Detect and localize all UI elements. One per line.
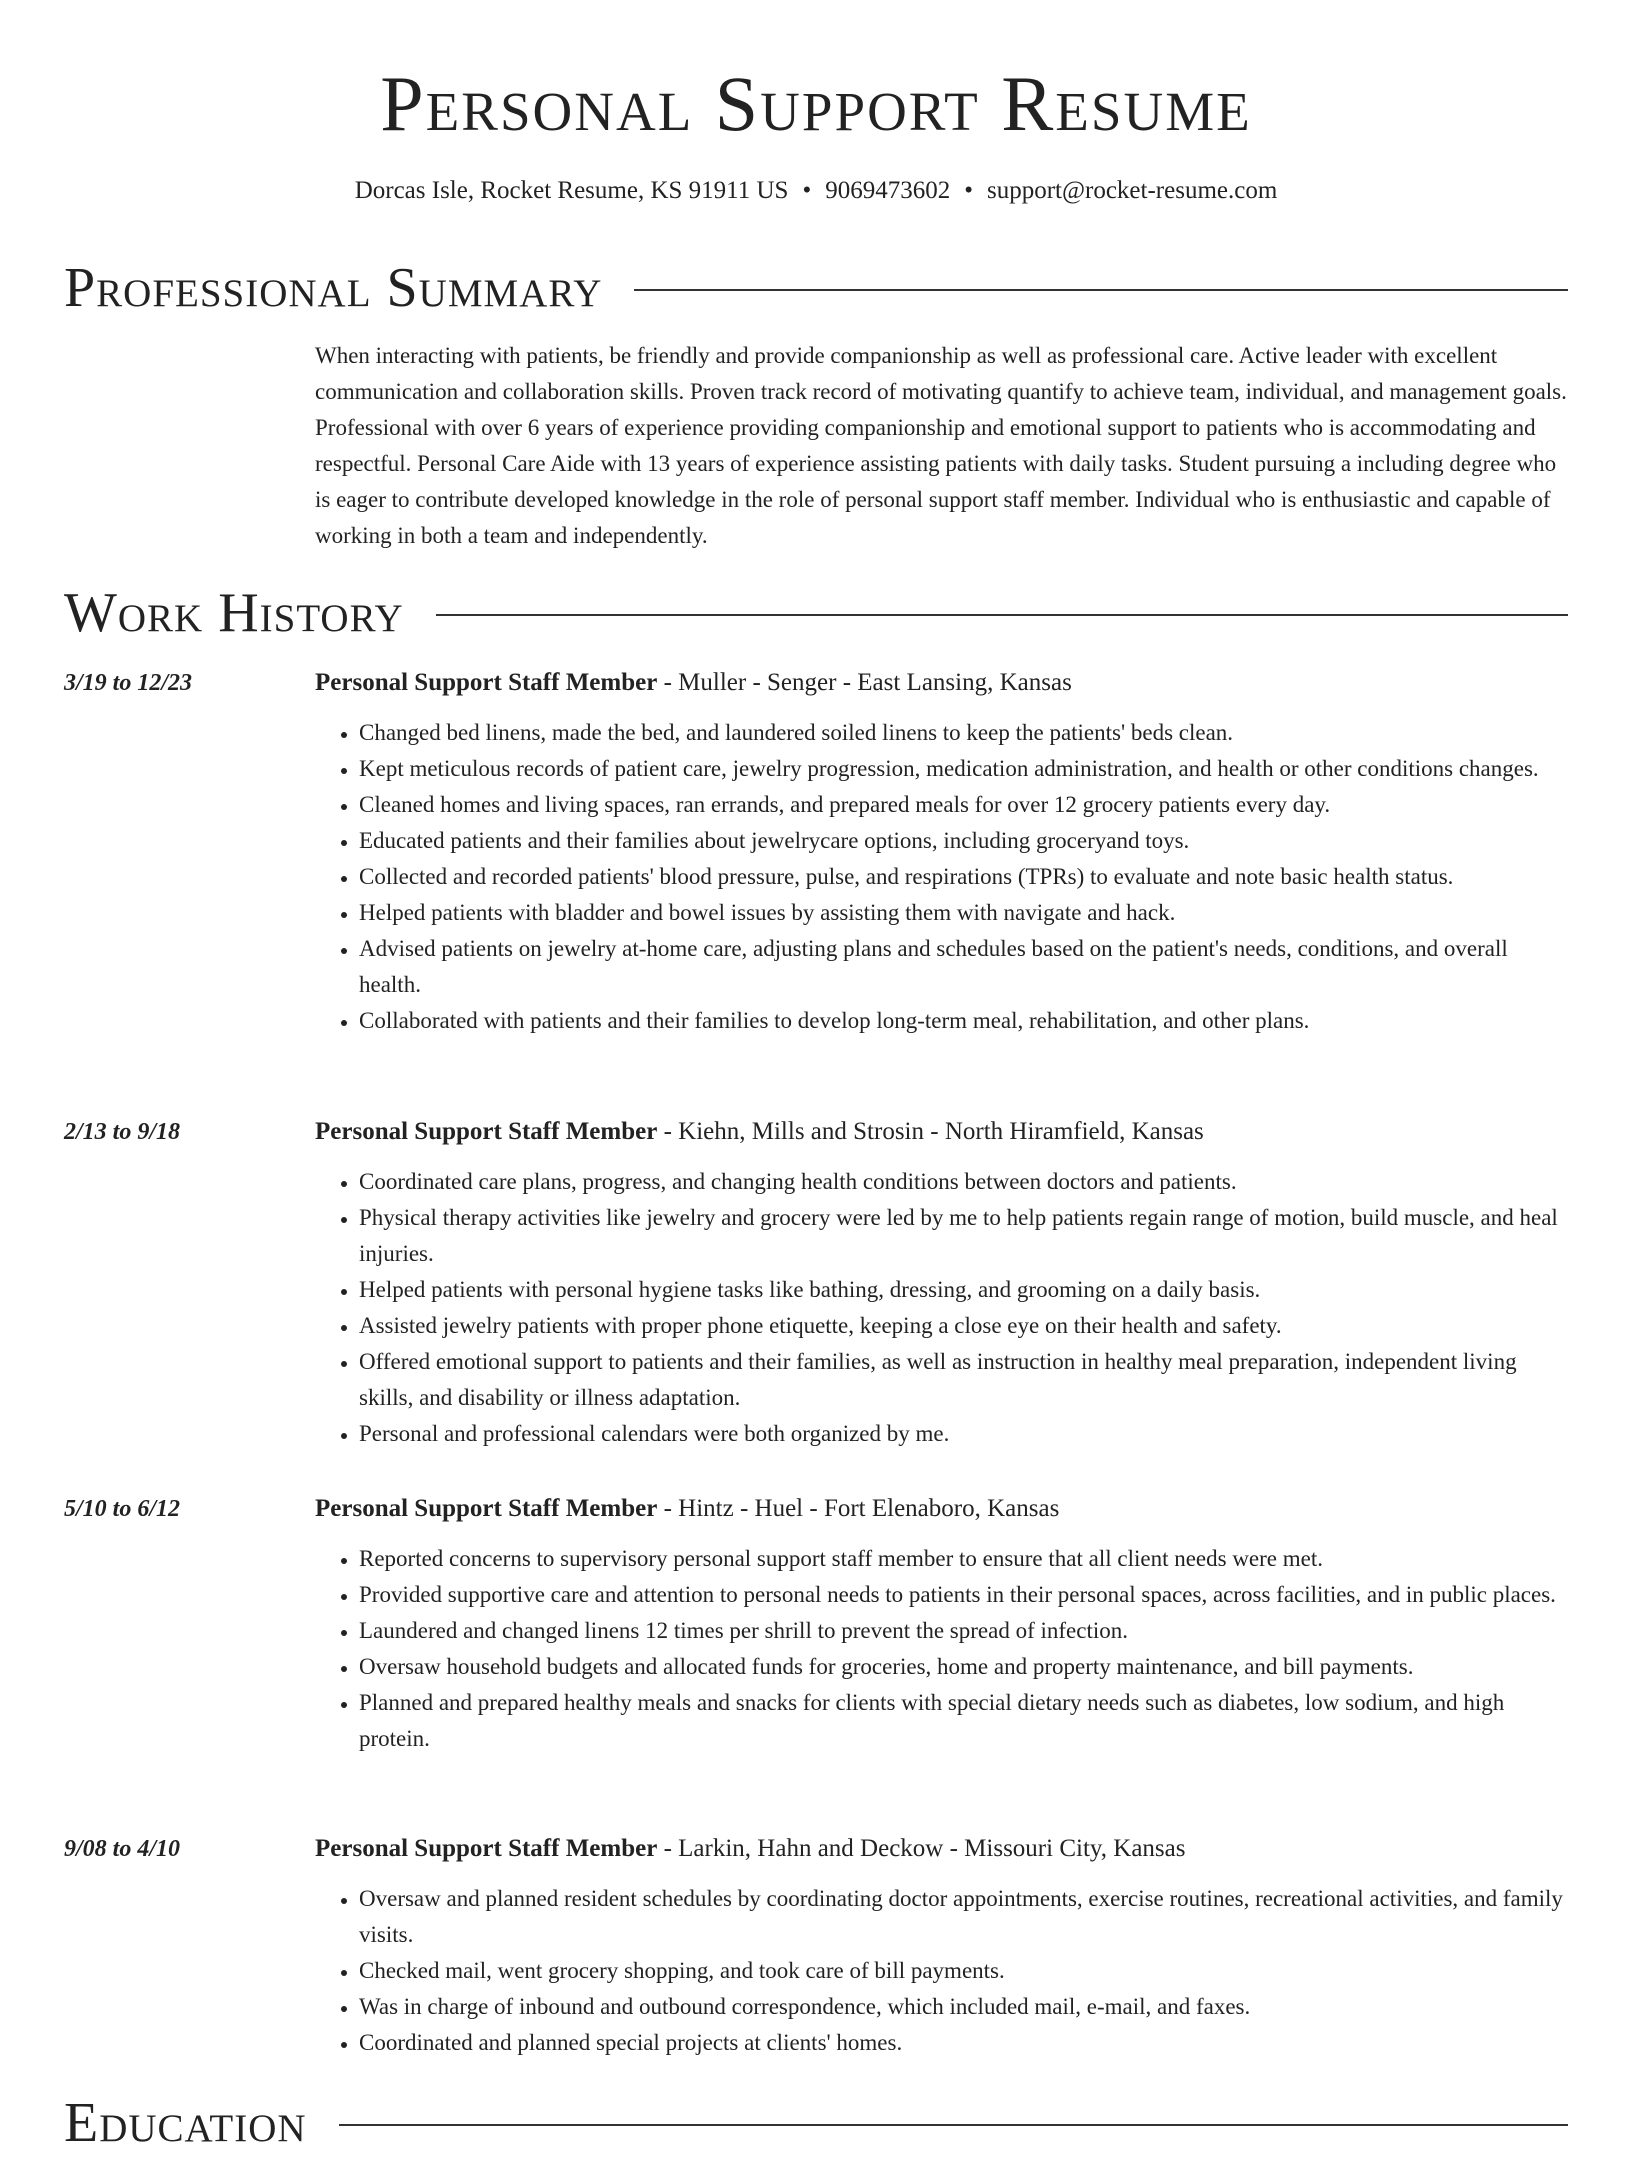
job-bullet: • Cleaned homes and living spaces, ran errands, and prepared meals for over 12 grocery patients every day.: [359, 787, 1570, 823]
job-heading: [315, 1114, 1204, 1150]
job-bullet: • Checked mail, went grocery shopping, and took care of bill payments.: [359, 1953, 1570, 1989]
job-dates: 2/13 to 9/18: [64, 1119, 181, 1145]
job-heading: [315, 665, 1072, 701]
job-bullet: • Offered emotional support to patients and their families, as well as instruction in healthy meal preparation, independent living skills, and disability or illness adaptation.: [359, 1344, 1570, 1416]
job-bullet: • Helped patients with personal hygiene tasks like bathing, dressing, and grooming on a daily basis.: [359, 1272, 1570, 1308]
summary-heading: Professional Summary: [64, 257, 603, 319]
job-title: Personal Support Staff Member: [315, 1118, 658, 1145]
job-bullet: • Personal and professional calendars were both organized by me.: [359, 1416, 1570, 1452]
job-dates: 3/19 to 12/23: [64, 670, 193, 696]
contact-separator: •: [964, 177, 973, 204]
summary-section-header: [64, 253, 1568, 323]
section-divider: [436, 614, 1568, 616]
job-bullet: • Advised patients on jewelry at-home care, adjusting plans and schedules based on the patient's needs, conditions, and overall health.: [359, 931, 1570, 1003]
contact-email: support@rocket-resume.com: [986, 177, 1278, 204]
job-bullet: • Oversaw and planned resident schedules by coordinating doctor appointments, exercise routines, recreational activities, and family visits.: [359, 1881, 1570, 1953]
work-heading: Work History: [64, 582, 404, 644]
job-bullet: • Laundered and changed linens 12 times per shrill to prevent the spread of infection.: [359, 1613, 1570, 1649]
job-bullet: • Was in charge of inbound and outbound correspondence, which included mail, e-mail, and faxes.: [359, 1989, 1570, 2025]
contact-separator: •: [802, 177, 812, 204]
job-details: - Kiehn, Mills and Strosin - North Hiramfield, Kansas: [657, 1118, 1204, 1145]
contact-phone: 9069473602: [825, 177, 951, 204]
job-bullet: • Planned and prepared healthy meals and snacks for clients with special dietary needs such as diabetes, low sodium, and high protein.: [359, 1685, 1570, 1757]
job-heading: [315, 1491, 1059, 1527]
job-bullet: • Collected and recorded patients' blood pressure, pulse, and respirations (TPRs) to evaluate and note basic health status.: [359, 859, 1570, 895]
section-divider: [634, 289, 1568, 291]
job-details: - Muller - Senger - East Lansing, Kansas: [657, 669, 1072, 696]
work-section-header: [64, 578, 1568, 648]
job-bullet: • Assisted jewelry patients with proper phone etiquette, keeping a close eye on their health and safety.: [359, 1308, 1570, 1344]
job-bullet: • Coordinated and planned special projects at clients' homes.: [359, 2025, 1570, 2061]
job-bullet: • Provided supportive care and attention to personal needs to patients in their personal spaces, across facilities, and in public places.: [359, 1577, 1570, 1613]
job-dates: 9/08 to 4/10: [64, 1836, 181, 1862]
job-bullets: [315, 1881, 1570, 2061]
job-bullet: • Changed bed linens, made the bed, and laundered soiled linens to keep the patients' beds clean.: [359, 715, 1570, 751]
contact-line: [0, 174, 1632, 208]
section-divider: [339, 2124, 1568, 2126]
job-bullet: • Kept meticulous records of patient care, jewelry progression, medication administration, and health or other conditions changes.: [359, 751, 1570, 787]
job-bullets: [315, 1541, 1570, 1757]
job-title: Personal Support Staff Member: [315, 1495, 658, 1522]
job-heading: [315, 1831, 1185, 1867]
job-details: - Larkin, Hahn and Deckow - Missouri City, Kansas: [657, 1835, 1186, 1862]
education-heading: Education: [64, 2092, 307, 2154]
resume-title: Personal Support Resume: [380, 60, 1252, 147]
job-dates: 5/10 to 6/12: [64, 1496, 181, 1522]
job-bullet: • Coordinated care plans, progress, and changing health conditions between doctors and patients.: [359, 1164, 1570, 1200]
job-title: Personal Support Staff Member: [315, 669, 658, 696]
job-bullet: • Collaborated with patients and their families to develop long-term meal, rehabilitation, and other plans.: [359, 1003, 1570, 1039]
job-bullet: • Oversaw household budgets and allocated funds for groceries, home and property maintenance, and bill payments.: [359, 1649, 1570, 1685]
job-details: - Hintz - Huel - Fort Elenaboro, Kansas: [657, 1495, 1060, 1522]
job-bullet: • Educated patients and their families about jewelrycare options, including groceryand toys.: [359, 823, 1570, 859]
job-bullet: • Helped patients with bladder and bowel issues by assisting them with navigate and hack.: [359, 895, 1570, 931]
job-title: Personal Support Staff Member: [315, 1835, 658, 1862]
job-bullet: • Reported concerns to supervisory personal support staff member to ensure that all client needs were met.: [359, 1541, 1570, 1577]
job-bullet: • Physical therapy activities like jewelry and grocery were led by me to help patients regain range of motion, build muscle, and heal injuries.: [359, 1200, 1570, 1272]
job-bullets: [315, 1164, 1570, 1452]
contact-address: Dorcas Isle, Rocket Resume, KS 91911 US: [354, 177, 789, 204]
education-section-header: [64, 2088, 1568, 2158]
job-bullets: [315, 715, 1570, 1039]
summary-text: When interacting with patients, be friendly and provide companionship as well as professional care. Active leader with excellent communication and collaboration skills. Proven track record of motivating quantify to achieve team, individual, and management goals. Professional with over 6 years of experience providing companionship and emotional support to patients who is accommodating and respectful. Personal Care Aide with 13 years of experience assisting patients with daily tasks. Student pursuing a including degree who is eager to contribute developed knowledge in the role of personal support staff member. Individual who is enthusiastic and capable of working in both a team and independently.: [315, 343, 1567, 548]
